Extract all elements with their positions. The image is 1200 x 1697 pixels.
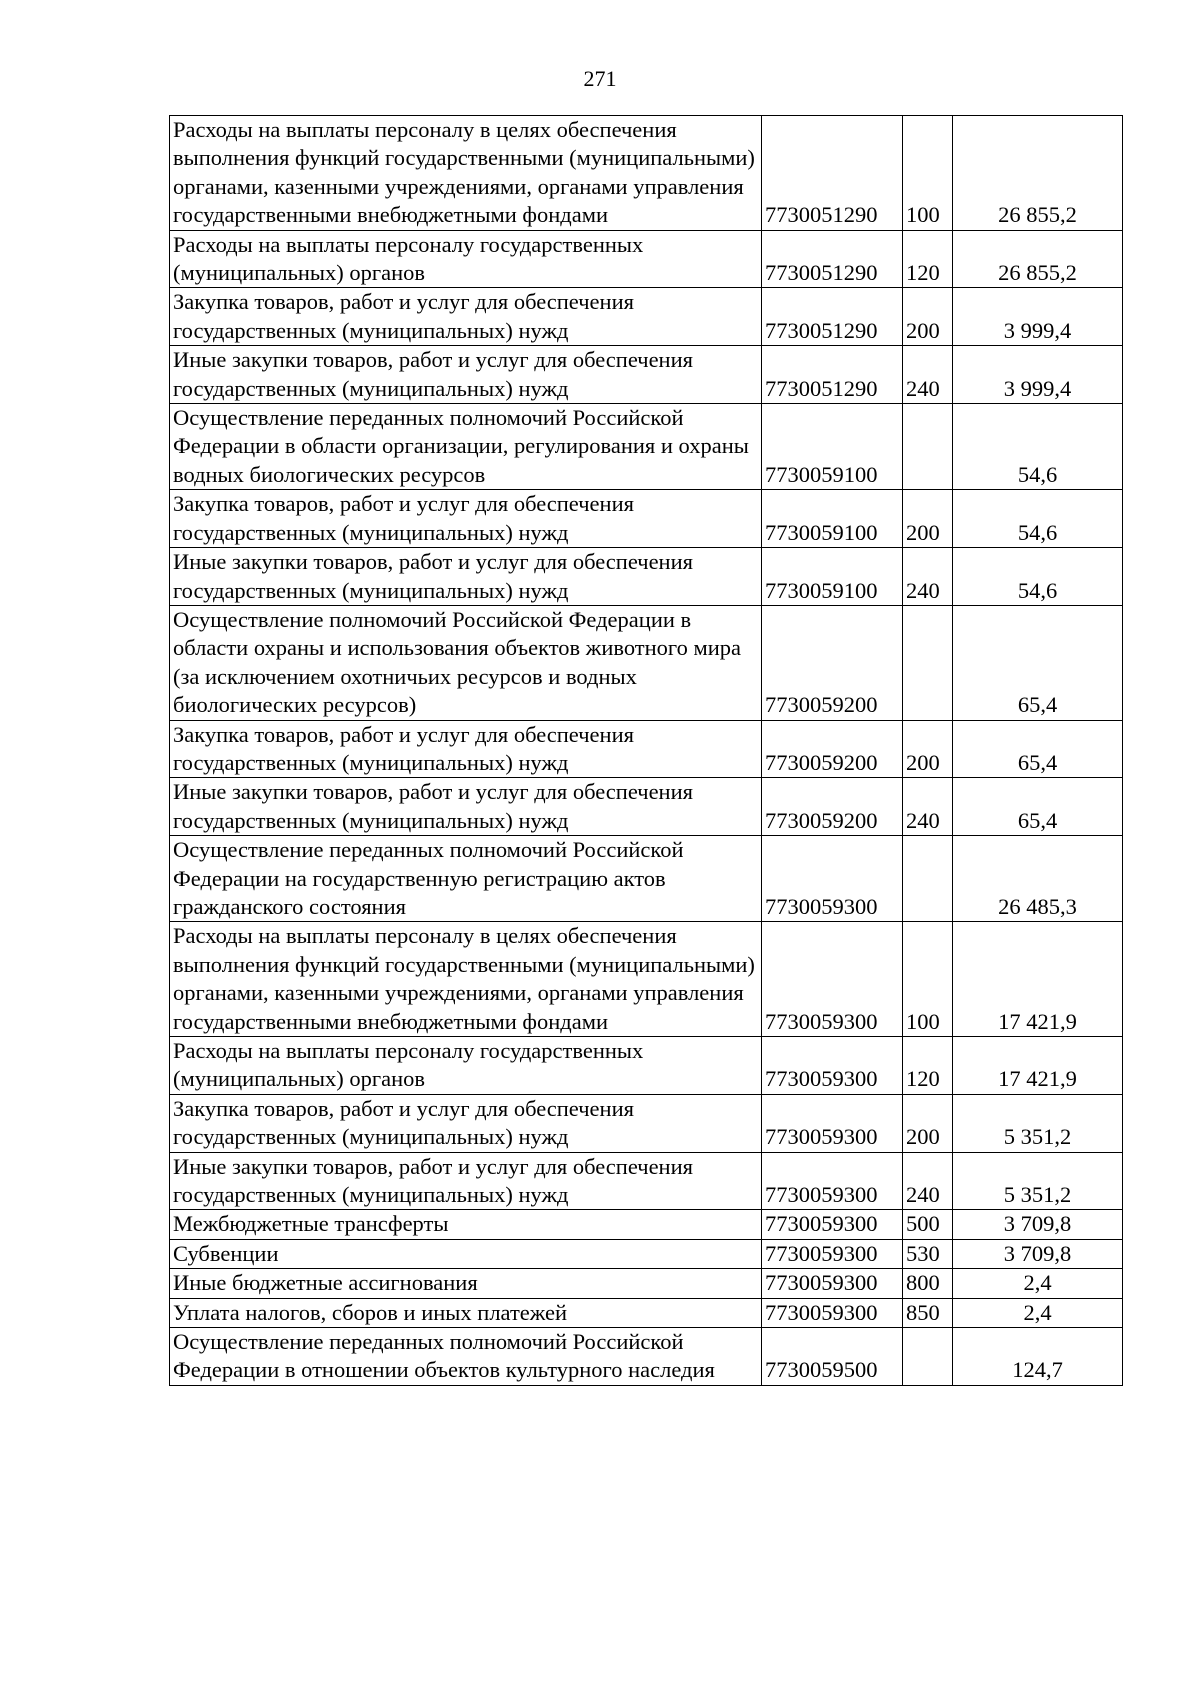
row-kind: 530 <box>903 1239 953 1268</box>
table-row <box>170 548 1123 606</box>
row-name: Межбюджетные трансферты <box>170 1210 762 1239</box>
row-code: 7730051290 <box>762 116 903 231</box>
row-name: Уплата налогов, сборов и иных платежей <box>170 1298 762 1327</box>
row-kind <box>903 404 953 490</box>
page-number: 271 <box>583 66 617 91</box>
table-row <box>170 230 1123 288</box>
row-sum: 3 709,8 <box>953 1210 1123 1239</box>
row-sum: 3 999,4 <box>953 346 1123 404</box>
row-kind: 240 <box>903 1152 953 1210</box>
row-name: Закупка товаров, работ и услуг для обеспечения государственных (муниципальных) нужд <box>170 490 762 548</box>
table-row <box>170 404 1123 490</box>
row-code: 7730059300 <box>762 1037 903 1095</box>
row-sum: 2,4 <box>953 1298 1123 1327</box>
row-name: Иные закупки товаров, работ и услуг для обеспечения государственных (муниципальных) нужд <box>170 346 762 404</box>
row-kind: 100 <box>903 116 953 231</box>
table-row <box>170 720 1123 778</box>
row-sum: 124,7 <box>953 1328 1123 1386</box>
row-kind: 200 <box>903 288 953 346</box>
row-kind: 240 <box>903 346 953 404</box>
row-name: Осуществление переданных полномочий Российской Федерации в области организации, регулирования и охраны водных биологических ресурсов <box>170 404 762 490</box>
row-code: 7730059300 <box>762 922 903 1037</box>
row-name: Закупка товаров, работ и услуг для обеспечения государственных (муниципальных) нужд <box>170 720 762 778</box>
table-row <box>170 1152 1123 1210</box>
row-name: Иные закупки товаров, работ и услуг для обеспечения государственных (муниципальных) нужд <box>170 548 762 606</box>
table-row <box>170 1298 1123 1327</box>
row-code: 7730059300 <box>762 1269 903 1298</box>
row-code: 7730051290 <box>762 346 903 404</box>
table-row <box>170 1037 1123 1095</box>
row-name: Субвенции <box>170 1239 762 1268</box>
row-kind: 240 <box>903 778 953 836</box>
row-kind: 200 <box>903 720 953 778</box>
row-code: 7730059300 <box>762 836 903 922</box>
table-row <box>170 1328 1123 1386</box>
table-row <box>170 116 1123 231</box>
row-code: 7730051290 <box>762 288 903 346</box>
row-sum: 3 709,8 <box>953 1239 1123 1268</box>
row-name: Расходы на выплаты персоналу государственных (муниципальных) органов <box>170 1037 762 1095</box>
row-kind <box>903 605 953 720</box>
row-sum: 5 351,2 <box>953 1094 1123 1152</box>
row-code: 7730059100 <box>762 490 903 548</box>
row-name: Расходы на выплаты персоналу государственных (муниципальных) органов <box>170 230 762 288</box>
row-sum: 5 351,2 <box>953 1152 1123 1210</box>
row-code: 7730059300 <box>762 1239 903 1268</box>
table-row <box>170 605 1123 720</box>
row-kind: 200 <box>903 490 953 548</box>
row-name: Иные бюджетные ассигнования <box>170 1269 762 1298</box>
table-row <box>170 922 1123 1037</box>
row-code: 7730059100 <box>762 404 903 490</box>
row-code: 7730059200 <box>762 605 903 720</box>
row-kind: 850 <box>903 1298 953 1327</box>
table-row <box>170 1269 1123 1298</box>
row-name: Осуществление полномочий Российской Федерации в области охраны и использования объектов животного мира (за исключением охотничьих ресурсов и водных биологических ресурсов) <box>170 605 762 720</box>
row-sum: 26 485,3 <box>953 836 1123 922</box>
row-name: Расходы на выплаты персоналу в целях обеспечения выполнения функций государственными (муниципальными) органами, казенными учреждениями, органами управления государственными внебюджетными фондами <box>170 922 762 1037</box>
table-row <box>170 1094 1123 1152</box>
row-sum: 3 999,4 <box>953 288 1123 346</box>
row-kind: 120 <box>903 230 953 288</box>
row-kind: 120 <box>903 1037 953 1095</box>
row-code: 7730059500 <box>762 1328 903 1386</box>
row-kind: 240 <box>903 548 953 606</box>
row-code: 7730059300 <box>762 1094 903 1152</box>
table-row <box>170 1239 1123 1268</box>
row-name: Закупка товаров, работ и услуг для обеспечения государственных (муниципальных) нужд <box>170 288 762 346</box>
table-row <box>170 836 1123 922</box>
table-row <box>170 490 1123 548</box>
row-name: Осуществление переданных полномочий Российской Федерации в отношении объектов культурного наследия <box>170 1328 762 1386</box>
row-name: Осуществление переданных полномочий Российской Федерации на государственную регистрацию актов гражданского состояния <box>170 836 762 922</box>
row-sum: 26 855,2 <box>953 116 1123 231</box>
row-kind <box>903 1328 953 1386</box>
row-name: Иные закупки товаров, работ и услуг для обеспечения государственных (муниципальных) нужд <box>170 778 762 836</box>
row-sum: 2,4 <box>953 1269 1123 1298</box>
row-sum: 54,6 <box>953 404 1123 490</box>
row-sum: 26 855,2 <box>953 230 1123 288</box>
row-sum: 17 421,9 <box>953 1037 1123 1095</box>
row-kind: 800 <box>903 1269 953 1298</box>
row-name: Иные закупки товаров, работ и услуг для обеспечения государственных (муниципальных) нужд <box>170 1152 762 1210</box>
table-row <box>170 346 1123 404</box>
row-code: 7730059200 <box>762 778 903 836</box>
table-row <box>170 1210 1123 1239</box>
table-row <box>170 288 1123 346</box>
table-row <box>170 778 1123 836</box>
row-code: 7730059200 <box>762 720 903 778</box>
row-sum: 65,4 <box>953 720 1123 778</box>
row-code: 7730059300 <box>762 1298 903 1327</box>
row-kind <box>903 836 953 922</box>
row-kind: 100 <box>903 922 953 1037</box>
row-kind: 500 <box>903 1210 953 1239</box>
row-sum: 65,4 <box>953 778 1123 836</box>
row-kind: 200 <box>903 1094 953 1152</box>
row-name: Расходы на выплаты персоналу в целях обеспечения выполнения функций государственными (муниципальными) органами, казенными учреждениями, органами управления государственными внебюджетными фондами <box>170 116 762 231</box>
row-code: 7730059300 <box>762 1152 903 1210</box>
row-code: 7730059300 <box>762 1210 903 1239</box>
row-sum: 54,6 <box>953 548 1123 606</box>
row-sum: 65,4 <box>953 605 1123 720</box>
row-code: 7730059100 <box>762 548 903 606</box>
row-sum: 54,6 <box>953 490 1123 548</box>
row-name: Закупка товаров, работ и услуг для обеспечения государственных (муниципальных) нужд <box>170 1094 762 1152</box>
row-code: 7730051290 <box>762 230 903 288</box>
budget-table <box>169 115 1123 1386</box>
row-sum: 17 421,9 <box>953 922 1123 1037</box>
